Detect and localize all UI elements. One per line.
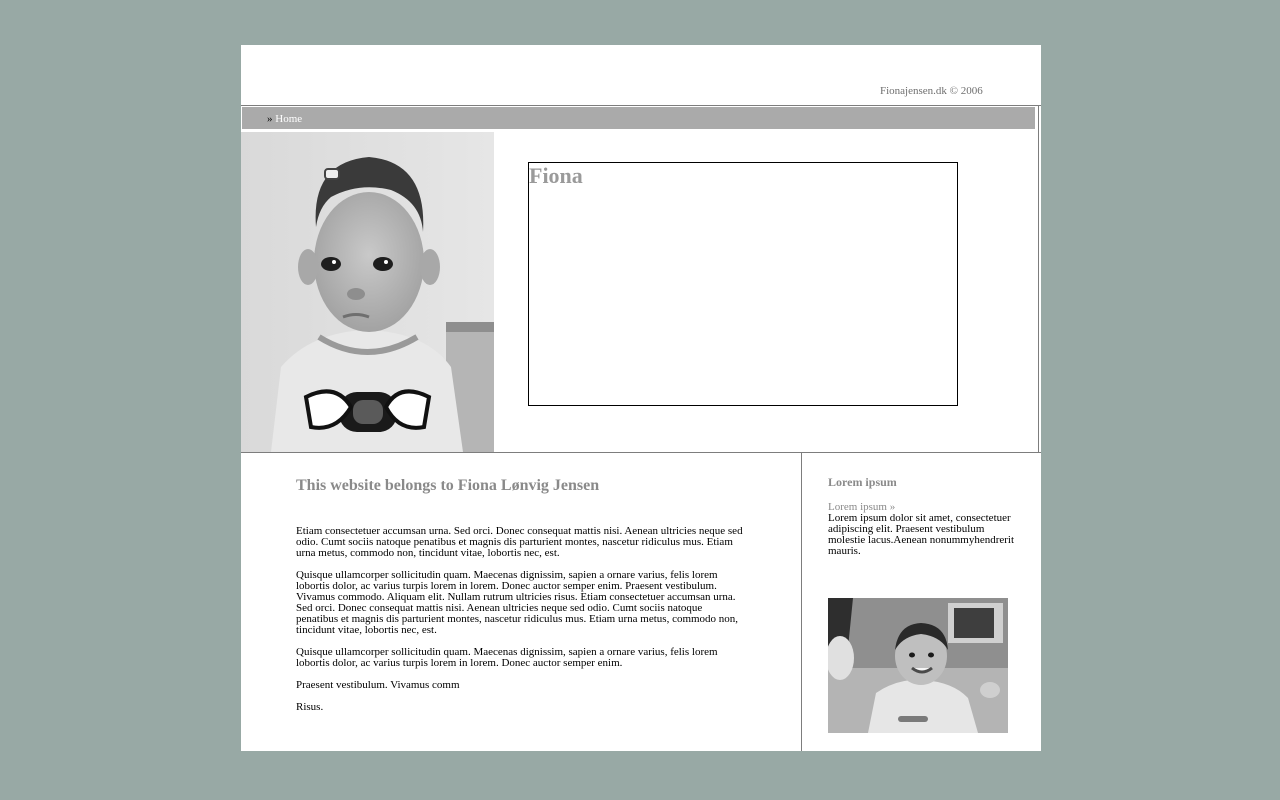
nav-bar <box>241 106 1036 130</box>
hero-photo <box>241 132 494 452</box>
nav-home-link[interactable]: Home <box>275 113 303 125</box>
sidebar-link[interactable]: Lorem ipsum » <box>828 501 896 513</box>
main-content <box>296 476 746 724</box>
page-container <box>241 45 1041 751</box>
nav-list <box>267 113 302 125</box>
sidebar <box>828 475 1023 557</box>
paragraph-5: Risus. <box>296 701 324 713</box>
column-divider <box>801 452 802 751</box>
paragraph-2: Quisque ullamcorper sollicitudin quam. Maecenas dignissim, sapien a ornare varius, felis lorem lobortis dolor, ac varius turpis lorem in lorem. Donec auctor semper enim. Praesent vestibulum. Vivamus commodo. Aliquam elit. Nullam rutrum ultricies risus. Etiam consectetuer accumsan urna. Sed orci. Donec consequat mattis nisi. Aenean ultricies neque sed odio. Cumt sociis natoque penatibus et magnis dis parturient montes, nascetur ridiculus mus. Etiam urna metus, commodo non, tincidunt vitae, lobortis nec, est. <box>296 569 739 636</box>
title-box <box>528 162 958 406</box>
copyright-text: Fionajensen.dk © 2006 <box>880 85 983 97</box>
paragraph-3: Quisque ullamcorper sollicitudin quam. Maecenas dignissim, sapien a ornare varius, felis lorem lobortis dolor, ac varius turpis lorem in lorem. Donec auctor semper enim. <box>296 646 718 669</box>
site-title: Fiona <box>529 163 583 188</box>
paragraph-4: Praesent vestibulum. Vivamus comm <box>296 679 460 691</box>
nav-separator: » <box>267 113 273 125</box>
vertical-rule-right <box>1038 105 1039 452</box>
site-header <box>241 45 1041 106</box>
horizontal-divider <box>241 452 1041 453</box>
sidebar-heading: Lorem ipsum <box>828 475 897 489</box>
sidebar-photo <box>828 598 1008 733</box>
sidebar-text: Lorem ipsum dolor sit amet, consectetuer adipiscing elit. Praesent vestibulum molestie lacus.Aenean nonummyhendrerit mauris. <box>828 512 1015 557</box>
main-heading: This website belongs to Fiona Lønvig Jensen <box>296 477 600 494</box>
paragraph-1: Etiam consectetuer accumsan urna. Sed orci. Donec consequat mattis nisi. Aenean ultricies neque sed odio. Cumt sociis natoque penatibus et magnis dis parturient montes, nascetur ridiculus mus. Etiam urna metus, commodo non, tincidunt vitae, lobortis nec, est. <box>296 525 743 559</box>
